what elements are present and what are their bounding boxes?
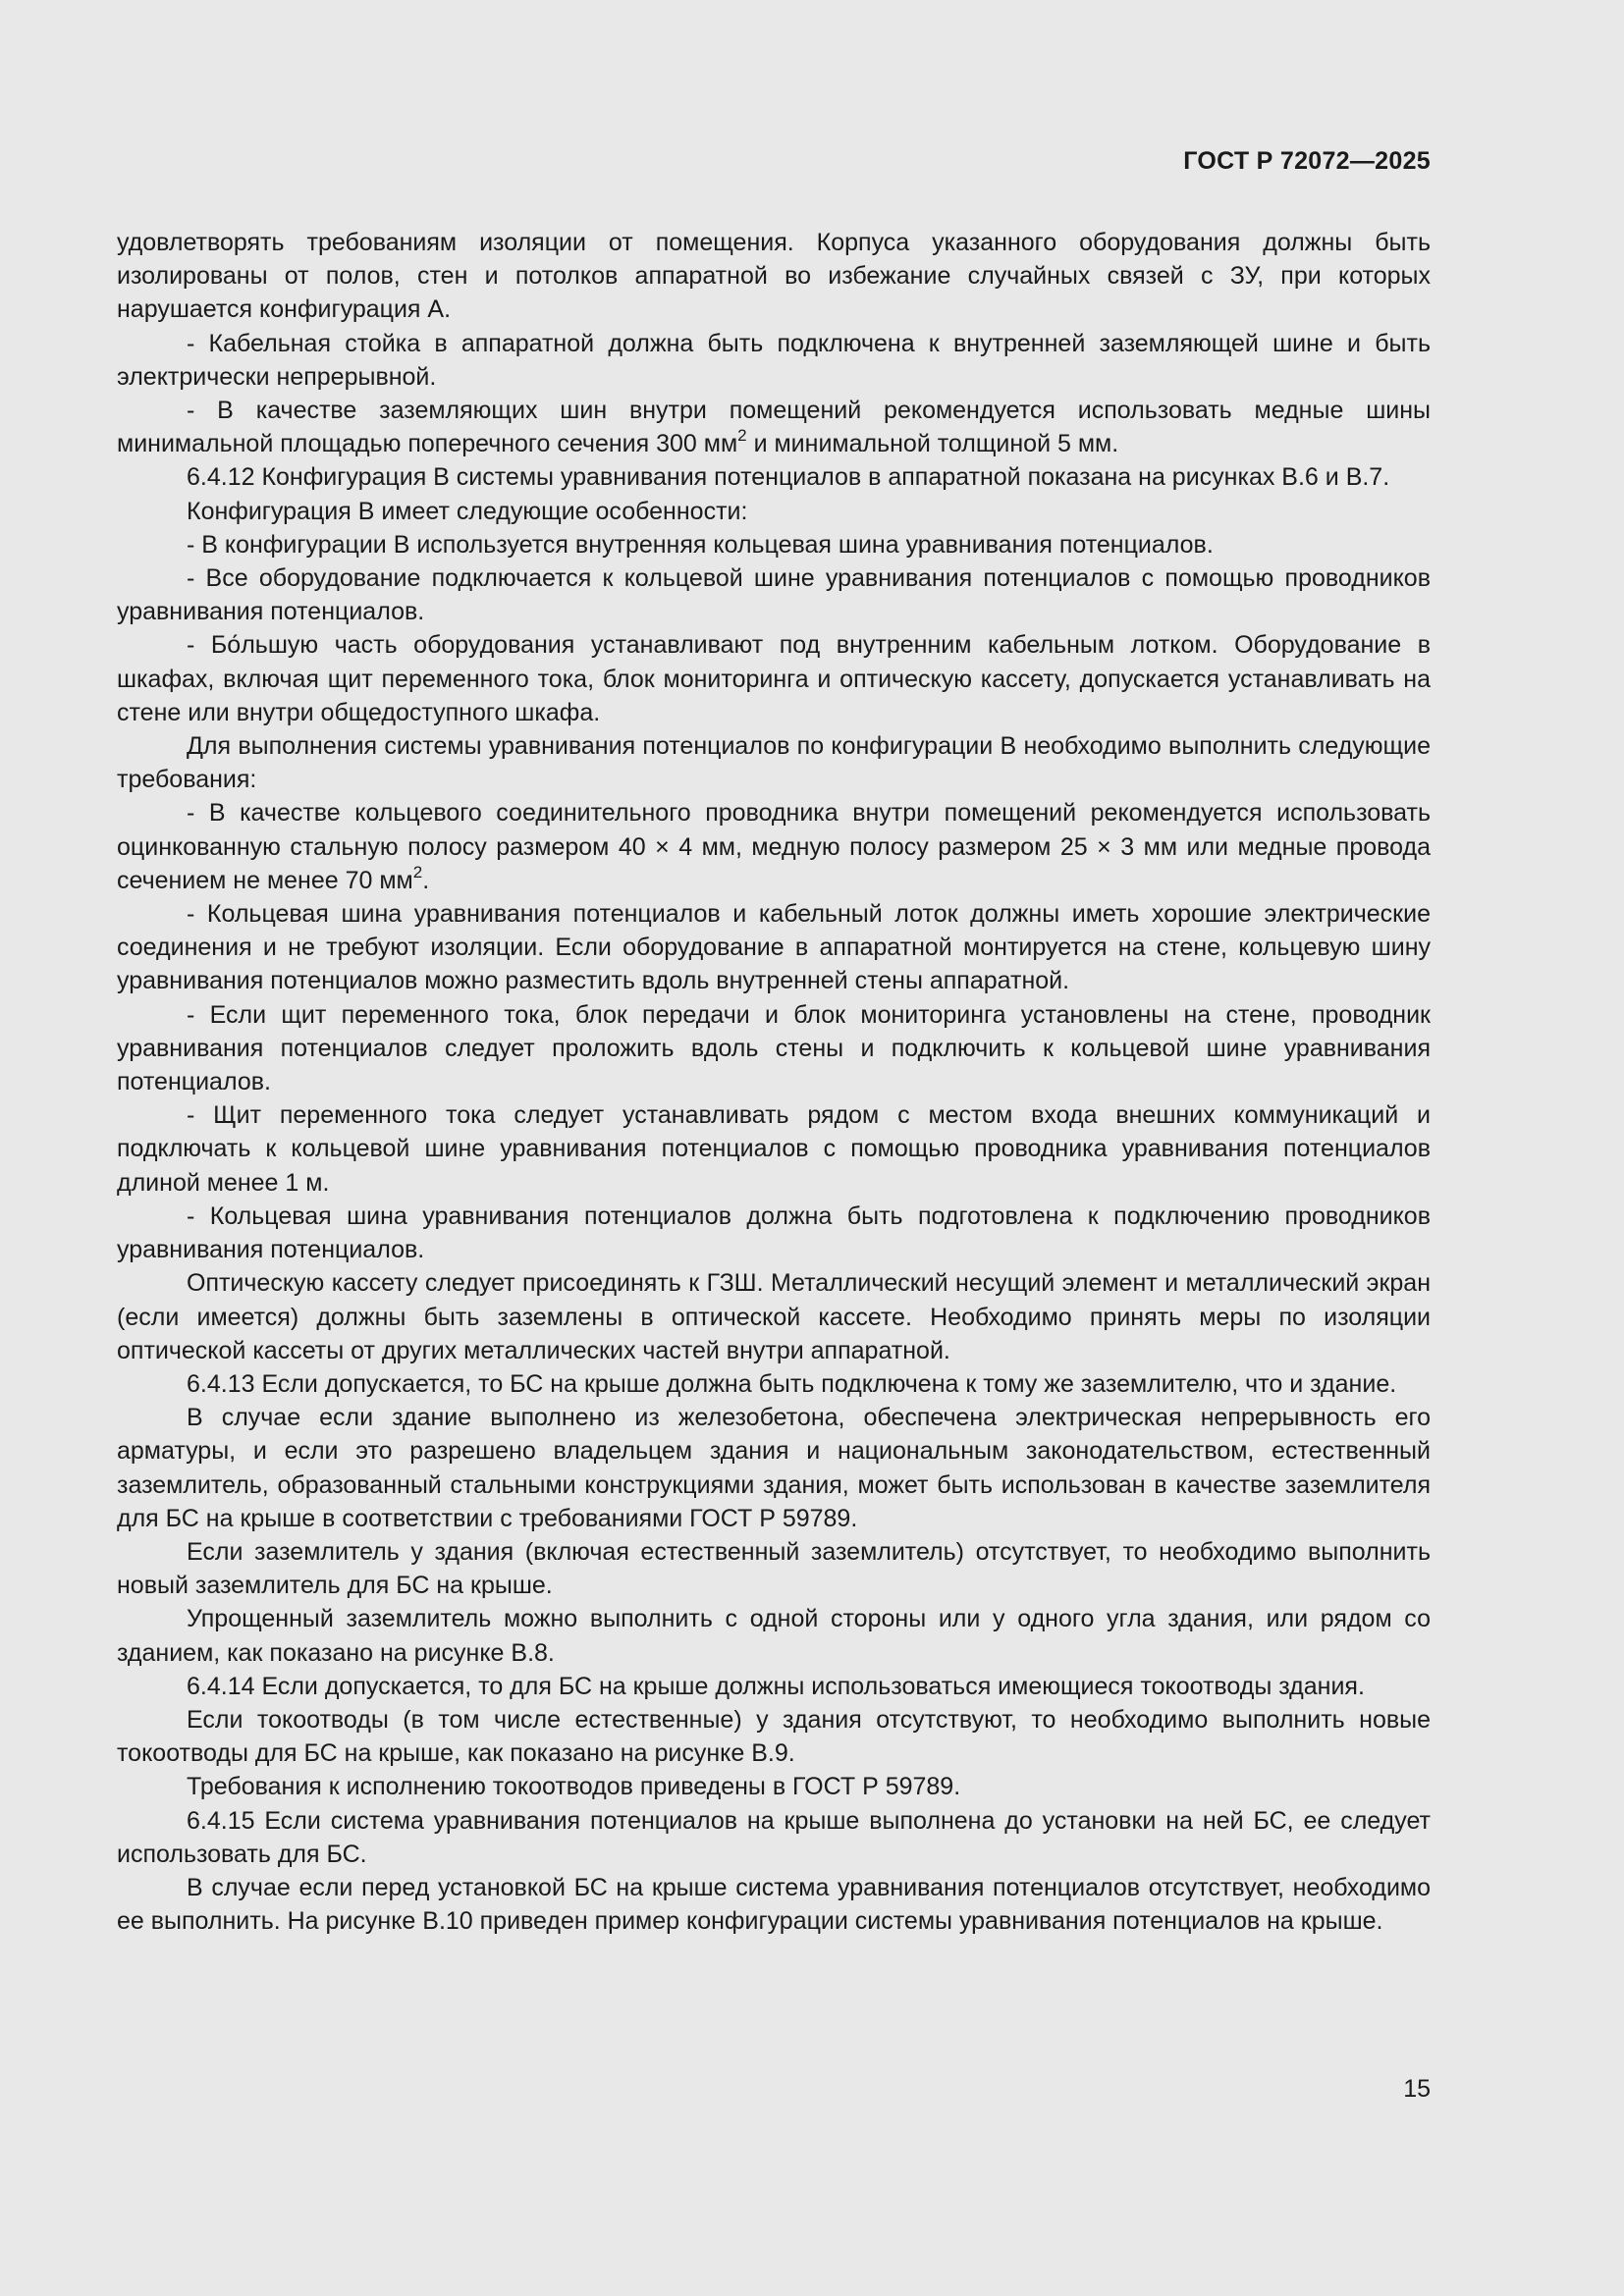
section-6-4-15: 6.4.15 Если система уравнивания потенциалов на крыше выполнена до установки на ней БС, ее следует использовать для БС. (117, 1806, 1431, 1868)
paragraph: Для выполнения системы уравнивания потенциалов по конфигурации В необходимо выполнить следующие требования: (117, 732, 1431, 794)
section-6-4-14: 6.4.14 Если допускается, то для БС на крыше должны использоваться имеющиеся токоотводы здания. (187, 1672, 1365, 1700)
paragraph: Упрощенный заземлитель можно выполнить с одной стороны или у одного угла здания, или рядом со зданием, как показано на рисунке В.8. (117, 1605, 1431, 1667)
paragraph: В случае если перед установкой БС на крыше система уравнивания потенциалов отсутствует, необходимо ее выполнить. На рисунке В.10 приведен пример конфигурации системы уравнивания потенциалов на крыше. (117, 1873, 1431, 1936)
paragraph: Если заземлитель у здания (включая естественный заземлитель) отсутствует, то необходимо выполнить новый заземлитель для БС на крыше. (117, 1537, 1431, 1600)
list-item: - В конфигурации В используется внутренняя кольцевая шина уравнивания потенциалов. (187, 530, 1214, 559)
paragraph: Если токоотводы (в том числе естественные) у здания отсутствуют, то необходимо выполнить новые токоотводы для БС на крыше, как показано на рисунке В.9. (117, 1705, 1431, 1768)
paragraph: В случае если здание выполнено из железобетона, обеспечена электрическая непрерывность его арматуры, и если это разрешено владельцем здания и национальным законодательством, естественный заземлитель, образованный стальными конструкциями здания, может быть использован в качестве заземлителя для БС на крыше в соответствии с требованиями ГОСТ Р 59789. (117, 1404, 1431, 1532)
list-item: - Все оборудование подключается к кольцевой шине уравнивания потенциалов с помощью проводников уравнивания потенциалов. (117, 564, 1431, 626)
list-item: - Кольцевая шина уравнивания потенциалов и кабельный лоток должны иметь хорошие электрические соединения и не требуют изоляции. Если оборудование в аппаратной монтируется на стене, кольцевую шину уравнивания потенциалов можно разместить вдоль внутренней стены аппаратной. (117, 900, 1431, 995)
superscript: 2 (737, 425, 747, 445)
page-number: 15 (1403, 2075, 1431, 2103)
body-text (117, 226, 1431, 1938)
section-6-4-13: 6.4.13 Если допускается, то БС на крыше должна быть подключена к тому же заземлителю, что и здание. (187, 1369, 1397, 1398)
text-run: - В качестве заземляющих шин внутри помещений рекомендуется использовать медные шины минимальной площадью поперечного сечения 300 мм (117, 397, 1431, 458)
list-item: - Кабельная стойка в аппаратной должна быть подключена к внутренней заземляющей шине и быть электрически непрерывной. (117, 329, 1431, 391)
text-run: - В качестве кольцевого соединительного проводника внутри помещений рекомендуется использовать оцинкованную стальную полосу размером 40 × 4 мм, медную полосу размером 25 × 3 мм или медные провода сечением не менее 70 мм (117, 799, 1431, 894)
list-item: - Щит переменного тока следует устанавливать рядом с местом входа внешних коммуникаций и подключать к кольцевой шине уравнивания потенциалов с помощью проводника уравнивания потенциалов длиной менее 1 м. (117, 1101, 1431, 1197)
paragraph: Конфигурация В имеет следующие особенности: (187, 497, 748, 525)
list-item (117, 394, 1431, 460)
list-item (117, 796, 1431, 897)
document-code-header: ГОСТ Р 72072—2025 (1183, 147, 1431, 175)
superscript: 2 (412, 862, 423, 881)
list-item: - Бо́льшую часть оборудования устанавливают под внутренним кабельным лотком. Оборудование в шкафах, включая щит переменного тока, блок мониторинга и оптическую кассету, допускается устанавливать на стене или внутри общедоступного шкафа. (117, 631, 1431, 726)
text-run: . (422, 866, 430, 894)
text-run: и минимальной толщиной 5 мм. (746, 430, 1119, 458)
list-item: - Кольцевая шина уравнивания потенциалов должна быть подготовлена к подключению проводников уравнивания потенциалов. (117, 1201, 1431, 1264)
section-6-4-12: 6.4.12 Конфигурация В системы уравнивания потенциалов в аппаратной показана на рисунках В.6 и В.7. (187, 463, 1390, 492)
paragraph: удовлетворять требованиям изоляции от помещения. Корпуса указанного оборудования должны быть изолированы от полов, стен и потолков аппаратной во избежание случайных связей с ЗУ, при которых нарушается конфигурация А. (117, 229, 1431, 324)
list-item: - Если щит переменного тока, блок передачи и блок мониторинга установлены на стене, проводник уравнивания потенциалов следует проложить вдоль стены и подключить к кольцевой шине уравнивания потенциалов. (117, 1000, 1431, 1096)
paragraph: Оптическую кассету следует присоединять к ГЗШ. Металлический несущий элемент и металлический экран (если имеется) должны быть заземлены в оптической кассете. Необходимо принять меры по изоляции оптической кассеты от других металлических частей внутри аппаратной. (117, 1269, 1431, 1364)
paragraph: Требования к исполнению токоотводов приведены в ГОСТ Р 59789. (187, 1773, 961, 1801)
